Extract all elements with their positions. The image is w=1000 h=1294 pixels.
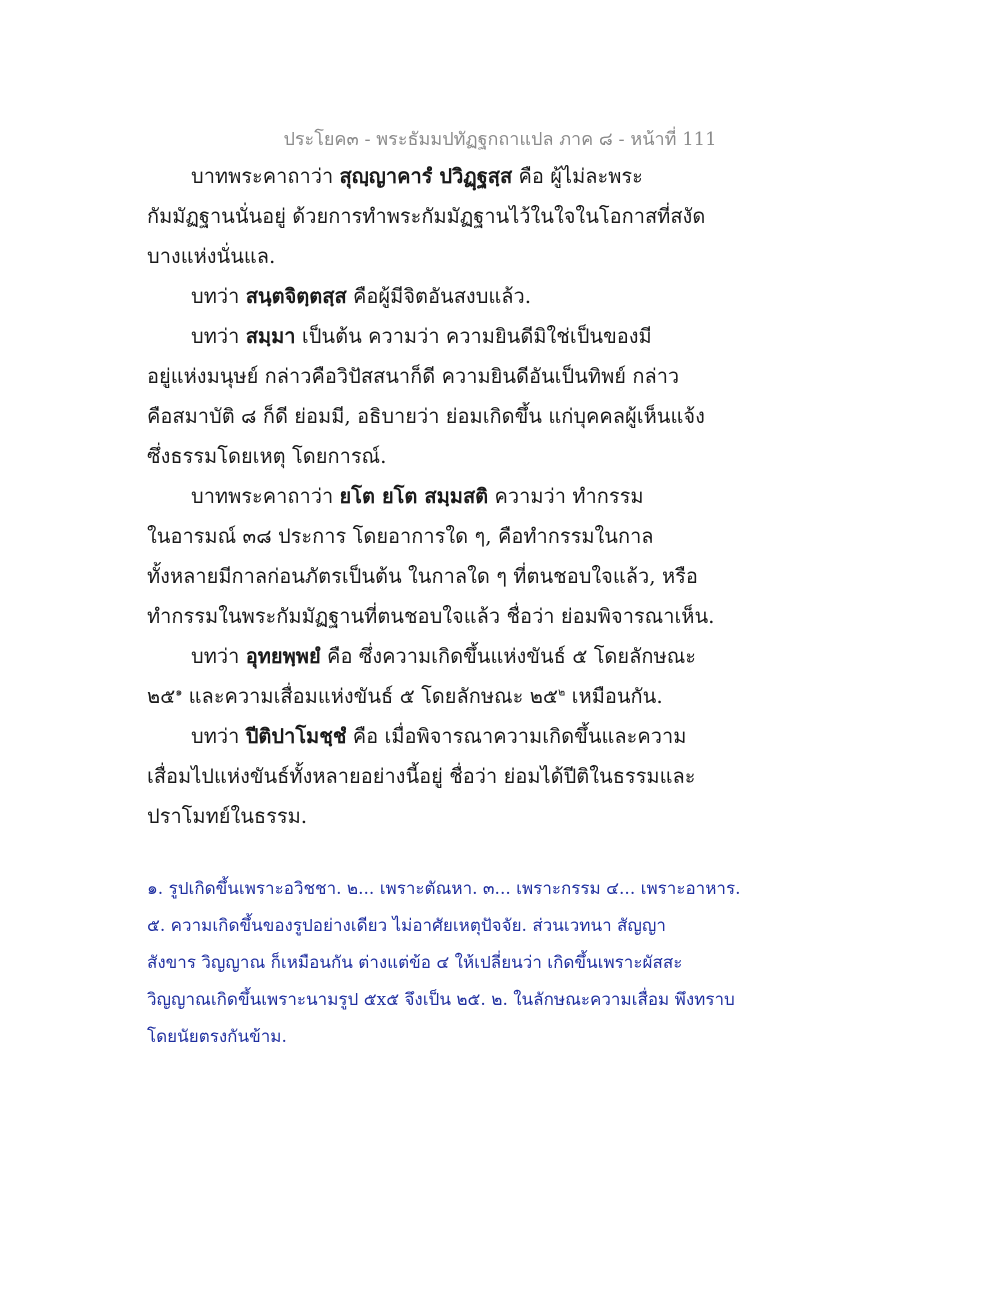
text-segment: และความเสื่อมแห่งขันธ์ ๕ โดยลักษณะ ๒๕ xyxy=(182,684,559,708)
text-segment: ซึ่งธรรมโดยเหตุ โดยการณ์. xyxy=(147,444,387,468)
text-segment: เสื่อมไปแห่งขันธ์ทั้งหลายอย่างนี้อยู่ ชื่อว่า ย่อมได้ปีติในธรรมและ xyxy=(147,764,696,788)
text-segment: บาทพระคาถาว่า xyxy=(191,164,340,188)
text-segment: บทว่า xyxy=(191,644,246,668)
body-line xyxy=(147,436,707,476)
footnote-marker: ๒ xyxy=(558,685,566,699)
pali-term: อุทยพฺพยํ xyxy=(245,644,321,668)
text-segment: ปราโมทย์ในธรรม. xyxy=(147,804,308,828)
body-line xyxy=(147,396,707,436)
text-segment: คือสมาบัติ ๘ ก็ดี ย่อมมี, อธิบายว่า ย่อมเกิดขึ้น แก่บุคคลผู้เห็นแจ้ง xyxy=(147,404,705,428)
body-line xyxy=(147,316,707,356)
body-line xyxy=(147,156,707,196)
body-line xyxy=(147,636,707,676)
text-segment: คือ ซึ่งความเกิดขึ้นแห่งขันธ์ ๕ โดยลักษณะ xyxy=(320,644,696,668)
body-line xyxy=(147,236,707,276)
text-segment: บทว่า xyxy=(191,284,246,308)
body-line xyxy=(147,196,707,236)
pali-term: สมฺมา xyxy=(245,324,296,348)
footnote-marker: ๑ xyxy=(175,685,183,699)
body-text xyxy=(147,156,715,836)
body-line xyxy=(147,476,707,516)
body-line xyxy=(147,556,707,596)
text-segment: ทั้งหลายมีกาลก่อนภัตรเป็นต้น ในกาลใด ๆ ที่ตนชอบใจแล้ว, หรือ xyxy=(147,564,698,588)
footnote-line: ๑. รูปเกิดขึ้นเพราะอวิชชา. ๒... เพราะตัณหา. ๓... เพราะกรรม ๔... เพราะอาหาร. xyxy=(147,879,741,899)
body-line xyxy=(147,796,707,836)
page-header: ประโยค๓ - พระธัมมปทัฏฐกถาแปล ภาค ๘ - หน้าที่ 111 xyxy=(283,129,717,150)
text-segment: คือ ผู้ไม่ละพระ xyxy=(512,164,643,188)
body-line xyxy=(147,356,707,396)
text-segment: บทว่า xyxy=(191,324,246,348)
text-segment: ความว่า ทำกรรม xyxy=(488,484,644,508)
text-segment: เป็นต้น ความว่า ความยินดีมิใช่เป็นของมี xyxy=(295,324,652,348)
pali-term: ปีติปาโมชฺชํ xyxy=(245,724,347,748)
text-segment: บาทพระคาถาว่า xyxy=(191,484,340,508)
text-segment: อยู่แห่งมนุษย์ กล่าวคือวิปัสสนาก็ดี ความยินดีอันเป็นทิพย์ กล่าว xyxy=(147,364,680,388)
footnote-line: ๕. ความเกิดขึ้นของรูปอย่างเดียว ไม่อาศัยเหตุปัจจัย. ส่วนเวทนา สัญญา xyxy=(147,916,666,936)
footnote-line: โดยนัยตรงกันข้าม. xyxy=(147,1027,287,1047)
body-line xyxy=(147,756,707,796)
pali-term: สุญฺญาคารํ ปวิฏฺฐสฺส xyxy=(339,164,513,188)
text-segment: เหมือนกัน. xyxy=(565,684,663,708)
footnote-line: วิญญาณเกิดขึ้นเพราะนามรูป ๕x๕ จึงเป็น ๒๕. ๒. ในลักษณะความเสื่อม พึงทราบ xyxy=(147,990,735,1010)
text-segment: บางแห่งนั่นแล. xyxy=(147,244,276,268)
text-segment: คือ เมื่อพิจารณาความเกิดขึ้นและความ xyxy=(346,724,687,748)
body-line xyxy=(147,516,707,556)
text-segment: ๒๕ xyxy=(147,684,176,708)
text-segment: ในอารมณ์ ๓๘ ประการ โดยอาการใด ๆ, คือทำกรรมในกาล xyxy=(147,524,654,548)
text-segment: กัมมัฏฐานนั่นอยู่ ด้วยการทำพระกัมมัฏฐานไว้ในใจในโอกาสที่สงัด xyxy=(147,204,706,228)
body-line xyxy=(147,676,707,716)
pali-term: ยโต ยโต สมฺมสติ xyxy=(339,484,489,508)
body-line xyxy=(147,276,707,316)
footnotes xyxy=(147,871,787,1056)
text-segment: บทว่า xyxy=(191,724,246,748)
text-segment: ทำกรรมในพระกัมมัฏฐานที่ตนชอบใจแล้ว ชื่อว่า ย่อมพิจารณาเห็น. xyxy=(147,604,715,628)
pali-term: สนฺตจิตฺตสฺส xyxy=(245,284,347,308)
footnote-line: สังขาร วิญญาณ ก็เหมือนกัน ต่างแต่ข้อ ๔ ให้เปลี่ยนว่า เกิดขึ้นเพราะผัสสะ xyxy=(147,953,683,973)
body-line xyxy=(147,716,707,756)
body-line xyxy=(147,596,715,636)
text-segment: คือผู้มีจิตอันสงบแล้ว. xyxy=(346,284,532,308)
